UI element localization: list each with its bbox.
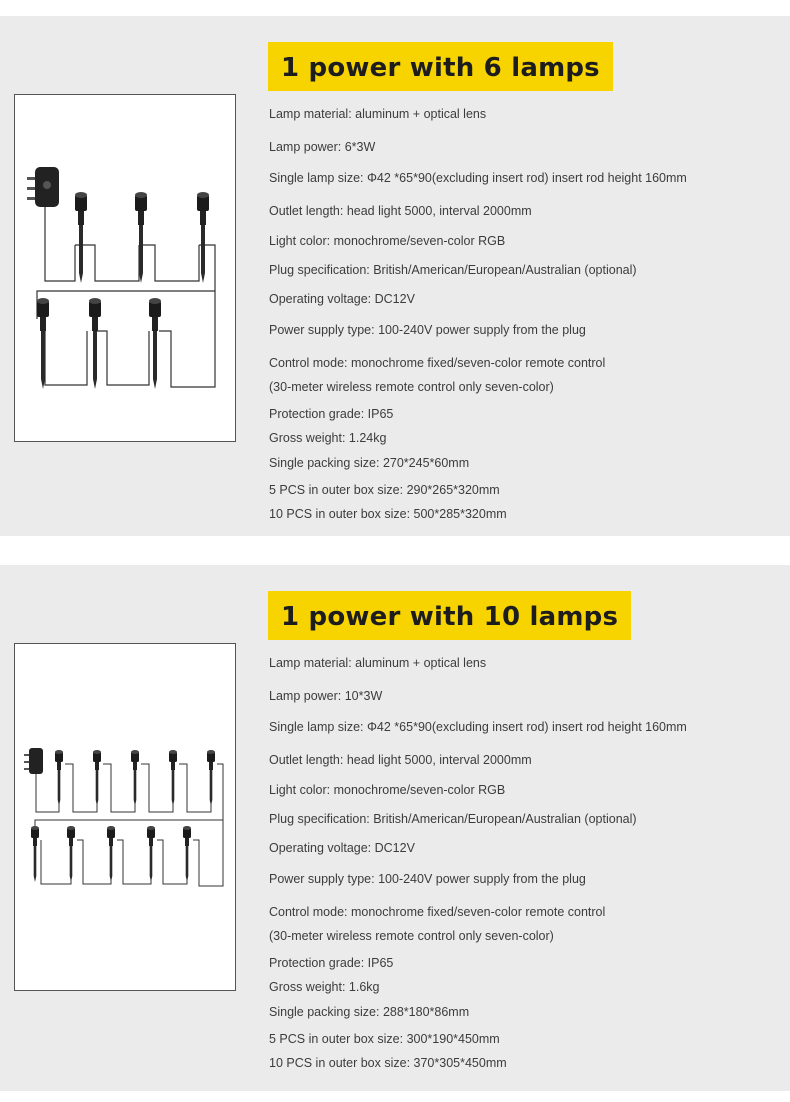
product-illustration-10-lamps	[14, 643, 236, 991]
spot-lamp-icon	[37, 298, 49, 389]
spec-item: Operating voltage: DC12V	[269, 841, 415, 855]
spec-item: Plug specification: British/American/European/Australian (optional)	[269, 263, 637, 277]
spec-item: Gross weight: 1.24kg	[269, 431, 387, 445]
spec-item: Power supply type: 100-240V power supply from the plug	[269, 872, 586, 886]
spec-item: Lamp material: aluminum + optical lens	[269, 656, 487, 670]
power-adapter-icon	[27, 167, 59, 207]
spec-item: 5 PCS in outer box size: 300*190*450mm	[269, 1032, 500, 1046]
spec-item: Plug specification: British/American/European/Australian (optional)	[269, 812, 637, 826]
spec-item: Control mode: monochrome fixed/seven-color remote control	[269, 356, 606, 370]
spec-item: Outlet length: head light 5000, interval 2000mm	[269, 204, 532, 218]
spot-lamp-icon	[93, 750, 101, 806]
spec-item: Lamp power: 6*3W	[269, 140, 376, 154]
spot-lamp-icon	[207, 750, 215, 806]
spec-item: Light color: monochrome/seven-color RGB	[269, 783, 506, 797]
spot-lamp-icon	[169, 750, 177, 806]
spot-lamp-icon	[107, 826, 115, 882]
spot-lamp-icon	[131, 750, 139, 806]
spec-item: 5 PCS in outer box size: 290*265*320mm	[269, 483, 500, 497]
spot-lamp-icon	[75, 192, 87, 283]
spot-lamp-icon	[31, 826, 39, 882]
spec-item: Light color: monochrome/seven-color RGB	[269, 234, 506, 248]
lamp-set-diagram	[15, 644, 235, 990]
spec-item: Lamp material: aluminum + optical lens	[269, 107, 487, 121]
spec-item: (30-meter wireless remote control only seven-color)	[269, 380, 554, 394]
spec-item: 10 PCS in outer box size: 370*305*450mm	[269, 1056, 507, 1070]
spot-lamp-icon	[183, 826, 191, 882]
spec-item: Power supply type: 100-240V power supply from the plug	[269, 323, 586, 337]
product-section-6-lamps	[0, 16, 790, 536]
section-title: 1 power with 10 lamps	[268, 591, 631, 640]
spec-item: Single lamp size: Φ42 *65*90(excluding insert rod) insert rod height 160mm	[269, 171, 687, 185]
spot-lamp-icon	[89, 298, 101, 389]
spec-item: Single packing size: 288*180*86mm	[269, 1005, 470, 1019]
spec-item: Gross weight: 1.6kg	[269, 980, 380, 994]
spec-item: Single lamp size: Φ42 *65*90(excluding insert rod) insert rod height 160mm	[269, 720, 687, 734]
spec-item: 10 PCS in outer box size: 500*285*320mm	[269, 507, 507, 521]
product-section-10-lamps	[0, 565, 790, 1091]
spec-item: Lamp power: 10*3W	[269, 689, 383, 703]
spec-item: Outlet length: head light 5000, interval 2000mm	[269, 753, 532, 767]
spot-lamp-icon	[135, 192, 147, 283]
spec-item: Protection grade: IP65	[269, 956, 394, 970]
spot-lamp-icon	[149, 298, 161, 389]
section-title: 1 power with 6 lamps	[268, 42, 613, 91]
spot-lamp-icon	[147, 826, 155, 882]
power-adapter-icon	[24, 748, 43, 774]
lamp-set-diagram	[15, 95, 235, 441]
spec-item: Operating voltage: DC12V	[269, 292, 415, 306]
spot-lamp-icon	[55, 750, 63, 806]
spec-item: (30-meter wireless remote control only seven-color)	[269, 929, 554, 943]
spec-item: Single packing size: 270*245*60mm	[269, 456, 470, 470]
spot-lamp-icon	[67, 826, 75, 882]
spec-item: Control mode: monochrome fixed/seven-color remote control	[269, 905, 606, 919]
spec-item: Protection grade: IP65	[269, 407, 394, 421]
product-illustration-6-lamps	[14, 94, 236, 442]
